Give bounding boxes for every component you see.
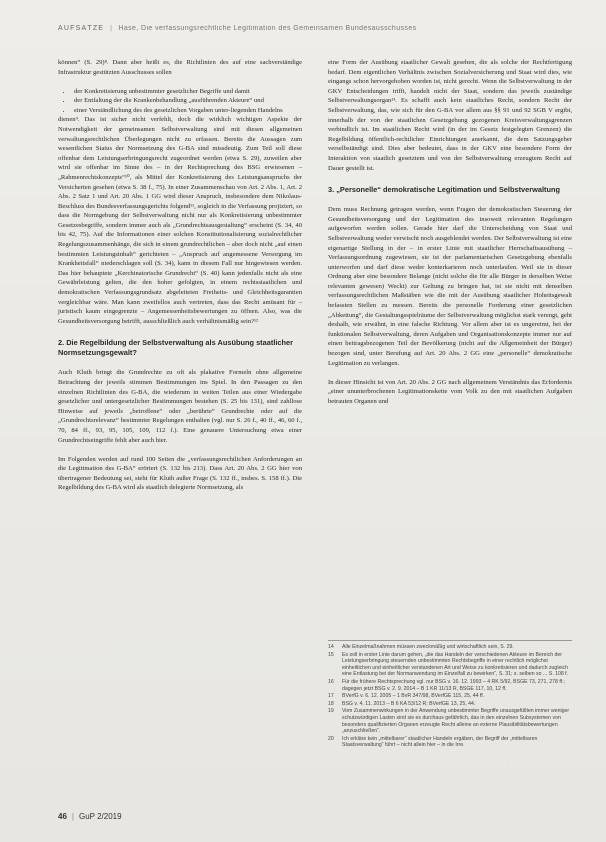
footnotes bbox=[328, 640, 572, 750]
footnote bbox=[328, 644, 572, 651]
section-heading: 3. „Personelle“ demokratische Legitimation und Selbstverwaltung bbox=[328, 185, 561, 195]
footnote-number: 17 bbox=[328, 693, 334, 700]
page-number: 46 bbox=[58, 812, 67, 821]
section-label: AUFSÄTZE bbox=[58, 25, 105, 32]
bullet-list bbox=[58, 87, 302, 116]
journal-issue: GuP 2/2019 bbox=[78, 812, 122, 821]
footnote-number: 20 bbox=[328, 735, 334, 742]
section-heading: 2. Die Regelbildung der Selbstverwaltung als Ausübung staatlicher Normsetzungsgewalt? bbox=[58, 338, 294, 358]
footnote-number: 16 bbox=[328, 678, 334, 685]
bullet-item: • der Konkretisierung unbestimmter gesetzlicher Begriffe und damit bbox=[72, 87, 302, 97]
paragraph: dienen⁹. Das ist sicher nicht verfehlt, doch die wirklich wichtigen Aspekte der Notwendigkeit der gemeinsamen Selbstverwaltung sind mit diesen allgemeinen verwaltungsrechtlichen Überlegungen nicht zu erfassen. Bereits die Aussagen zum wesentlichen Status der Normsetzung des G-BA sind missdeutig. Zum Teil soll diese offenbar dem Leistungserbringungsrecht zugeordnet werden (etwa S. 29), zuweilen aber wird sie offenbar im Sinne des – in der Rechtsprechung des BSG erwiesenen – „Rahmenrechtskonzepts“¹⁰, als Mittel der Konkretisierung des Leistungsanspruchs der Versicherten gesehen (etwa S. 38 f., 75). In einer Zusammenschau von Art. 2 Abs. 1, Art. 2 Abs. 2 Satz 1 und Art. 20 Abs. 1 GG wird dieser Anspruch, insbesondere dem Nikolaus-Beschluss des Bundesverfassungsgerichts folgend¹¹, sogleich in die Verfassung projiziert, so dass die Normgebung der Selbstverwaltung nicht nur als Konkretisierung unbestimmter Gesetzesbegriffe, sondern immer auch als „Grundrechtsausgestaltung“ erscheint (S. 34, 40 bis 42, 75). Auf die Informationen einer solchen Konstitutionalisierung sozialrechtlicher Regelungszusammenhänge, die sich in einem grundrechtlichen – aber doch nicht „auf einen bestimmten Leistungsinhalt“ gerichteten – „Anspruch auf angemessene Versorgung im Krankheitsfall“ niederschlagen soll (S. 34), kann in diesem Fall nur hingewiesen werden. Das hier behauptete „Kerchinatorische Grundrecht“ (S. 40) kann jedenfalls nicht als eine Gewährleistung gelten, die den hoher gefolgten, in einem rechtsstaatlichen und demokratischen Verfassungsgrundsatz abgeleiteten Freiheits- und Gleichheitsgarantien vergleichbar wäre. Man kann zweifellos auch vertreten, dass das Recht amüsant für – juristisch kaum eingegrenzte – Angemessenheitsbewertungen zu öffnen. Also, was die Gesundheitsversorgung betrifft, ausschließlich auch verhältnismäßig sein?¹² bbox=[58, 116, 302, 325]
footnote bbox=[328, 708, 572, 734]
paragraph: Im Folgenden werden auf rund 100 Seiten die „verfassungsrechtlichen Anforderungen an die Legitimation des G-BA“ erörtert (S. 132 bis 213). Dass Art. 20 Abs. 2 GG hier von übertragener Bedeutung sei, steht für Kluth außer Frage (S. 132 ff., insbes. S. 158 ff.). Die Regelbildung des G-BA wird als staatlich delegierte Normsetzung, als bbox=[58, 455, 302, 492]
paragraph: können“ (S. 29)⁸. Dann aber heißt es, die Richtlinien des auf eine sachverständige Infrastruktur gestützten Ausschusses sollen bbox=[58, 59, 302, 76]
footnote-number: 18 bbox=[328, 700, 334, 707]
footnote bbox=[328, 701, 572, 708]
footnote-text: Es soll in erster Linie darum gehen, „die das Handeln der verschiedenen Akteure im Bereich der Leistungserbringung steuernden unbestimmten Rechtsbegriffe in einer rechtlich möglichst einheitlichen und einheitlicher verstandenen Art und Weise zu konkretisieren und dadurch zugleich eine Entlastung bei der Normanwendung im Einzelfall zu bewirken“, S. 31; s. selben so ... S. 108 f. bbox=[342, 651, 569, 678]
running-head-divider: | bbox=[110, 25, 113, 32]
footnote-text: Vom Zusammenwirkungen in der Anwendung unbestimmter Begriffe unausgefüllten immer weniger schutzwürdigen Lasten sind sie es durchaus gefährlich, das in den einzelnen Subsystemen von besonders qualifizierten Organen erzeugte Recht alleine an externe Plausibilitätsbewertungen „anzuschließen“. bbox=[342, 708, 570, 735]
article-title: Hase, Die verfassungsrechtliche Legitimation des Gemeinsamen Bundesausschusses bbox=[118, 25, 417, 32]
footnote-number: 14 bbox=[328, 644, 334, 650]
footnote-text: Alle Einzelmaßnahmen müssen zweckmäßig und wirtschaftlich sein, S. 29. bbox=[342, 644, 514, 650]
footnote bbox=[328, 652, 572, 678]
footnote-number: 15 bbox=[328, 651, 334, 658]
bullet-item: • der Entfaltung der die Krankenbehandlung „ausführenden Akteure“ und bbox=[72, 96, 302, 106]
paragraph: Dem muss Rechnung getragen werden, wenn Fragen der demokratischen Steuerung der Gesundheitsversorgung und der Legitimation des insoweit relevanten Regelungen aufgeworfen werden sollen. Gerade hier darf die Unterscheidung von Staat und Selbstverwaltung weder verwischt noch ausgeblendet werden. Der Selbstverwaltung ist eine eigenartige Stellung in der – in erster Linie mit staatlicher Herrschaftsausübung – Verfassungsordnung zugewiesen, sie ist der parlamentarischen Gesetzgebung ebenfalls unterworfen und darf diese weder konterkarieren noch unterlaufen. Weil sie in dieser Ordnung aber eine besondere Belange (nicht solche die für alle Bürger in derselben Weise relevanten gewesen) Weckt) zur Geltung zu bringen hat, ist sie nicht mit denselben verfassungsrechtlichen Maßstäben wie die mit der Ausübung staatlicher Hoheitsgewalt befassten Stellen zu messen. Bereits die personelle Forderung einer gesetzlichen „Abkettung“, die Gestaltungsspielräume der Selbstverwaltung möglichst stark verengt, geht deshalb, wie erwähnt, in eine falsche Richtung. Vor allem aber ist es ungereimt, bei der funktionalen Selbstverwaltung, deren Aufgaben und Organisationskonzepte immer nur auf einen beitragsbezogenen Teil der Bevölkerung (nicht auf die Allgemeinheit der Bürger) bezogen sind, unter Berufung auf Art. 20 Abs. 2 GG eine „personelle“ demokratische Legitimation zu verlangen. bbox=[328, 206, 572, 367]
right-column bbox=[328, 58, 572, 416]
left-column bbox=[58, 58, 302, 502]
footnote-number: 19 bbox=[328, 708, 334, 715]
bullet-item: • einer Verständlichung des des gesetzlichen Vorgaben unter-liegenden Handelns bbox=[72, 106, 302, 116]
footnote-text: Für die frühere Rechtsprechung vgl. nur BSG v. 16. 12. 1993 – 4 RK 5/92, BSGE 73, 271, 278 ff.; dagegen jetzt BSG v. 2. 9. 2014 – B 1 KR 11/13 R, BSGE 117, 10, 12 ff. bbox=[342, 678, 566, 692]
paragraph: Auch Kluth bringt die Grundrechte zu oft als plakative Formeln ohne allgemeine Betrachtung der jeweils stimmen Bestimmungen ins Spiel. In den Passagen zu den einzelnen Richtlinien des G-BA, die wiederum in weiten Teilen aus einer Wiedergabe gesetzlicher und untergesetzlicher Bestimmungen bestehen (S. 25 bis 131), sind zahllose Hinweise auf jeweils „betroffene“ oder „berührte“ Grundrechte oder auf die „Grundrechtsrelevanz“ bestimmter Regelungen enthalten (vgl. nur S. 26 f., 40 ff., 46, 60 f., 70, 84 ff., 93, 95, 105, 109, 112 f.). Eine genauere Untersuchung etwa einer Grundrechtseingriffe fehlt aber auch hier. bbox=[58, 369, 302, 444]
page-footer bbox=[58, 812, 122, 821]
footnote-text: BSG v. 4. 11. 2013 – B 6 KA 53/12 R; BVerfGE 13, 25, 44. bbox=[342, 700, 476, 707]
footnote-text: Ich erkläre kein „mittelbarer“ staatlicher Handeln ergäben, der Begriff der „mittelbaren Staatsverwaltung“ führt – nicht allein hier – in die Irre. bbox=[342, 735, 538, 749]
running-head bbox=[58, 25, 576, 32]
footnote bbox=[328, 736, 572, 749]
footnote bbox=[328, 693, 572, 700]
footnote bbox=[328, 679, 572, 692]
paragraph: eine Form der Ausübung staatlicher Gewalt gesehen, die als solche der Rechtfertigung bedarf. Dem eigentlichen Verhältnis zwischen Sozialversicherung und Staat wird dies, wie eingangs schon hervorgehoben worden ist, nicht gerecht. Wenn die Selbstverwaltung in der GKV Entscheidungen trifft, handelt nicht der Staat, sondern das jeweils zuständige Selbstverwaltungsorgan¹³. Es schafft auch kein staatliches Recht, sondern Recht der Selbstverwaltung, das, wie sich für den G-BA vor allem aus §§ 91 und 92 SGB V ergibt, innerhalb der von der staatlichen Gesetzgebung gezogenen Kreisverwaltungsgrenzen verbindlich ist. Im staatlichen Recht wird (in der im Gesetz festgelegten Grenzen) die Regelbildung öffentlich-rechtlicher Einrichtungen anerkannt, die dem Satzungsgeber verselbständigt sind. Dies aber bedeutet, dass in der GKV eine besondere Form der Interaktion von staatlich gesetztem und von der Selbstverwaltung erzeugtem Recht auf Dauer gestellt ist. bbox=[328, 59, 572, 172]
footer-divider: | bbox=[71, 812, 74, 821]
footnote-text: BVerfG v. 6. 12. 2005 – 1 BvR 347/98, BVerfGE 115, 25, 44 ff. bbox=[342, 693, 485, 700]
paragraph: In dieser Hinsicht ist von Art. 20 Abs. 2 GG nach allgemeinem Verständnis das Erfordernis „einer ununterbrochenen Legitimationskette vom Volk zu den mit staatlichen Aufgaben betrauten Organen und bbox=[328, 378, 572, 405]
